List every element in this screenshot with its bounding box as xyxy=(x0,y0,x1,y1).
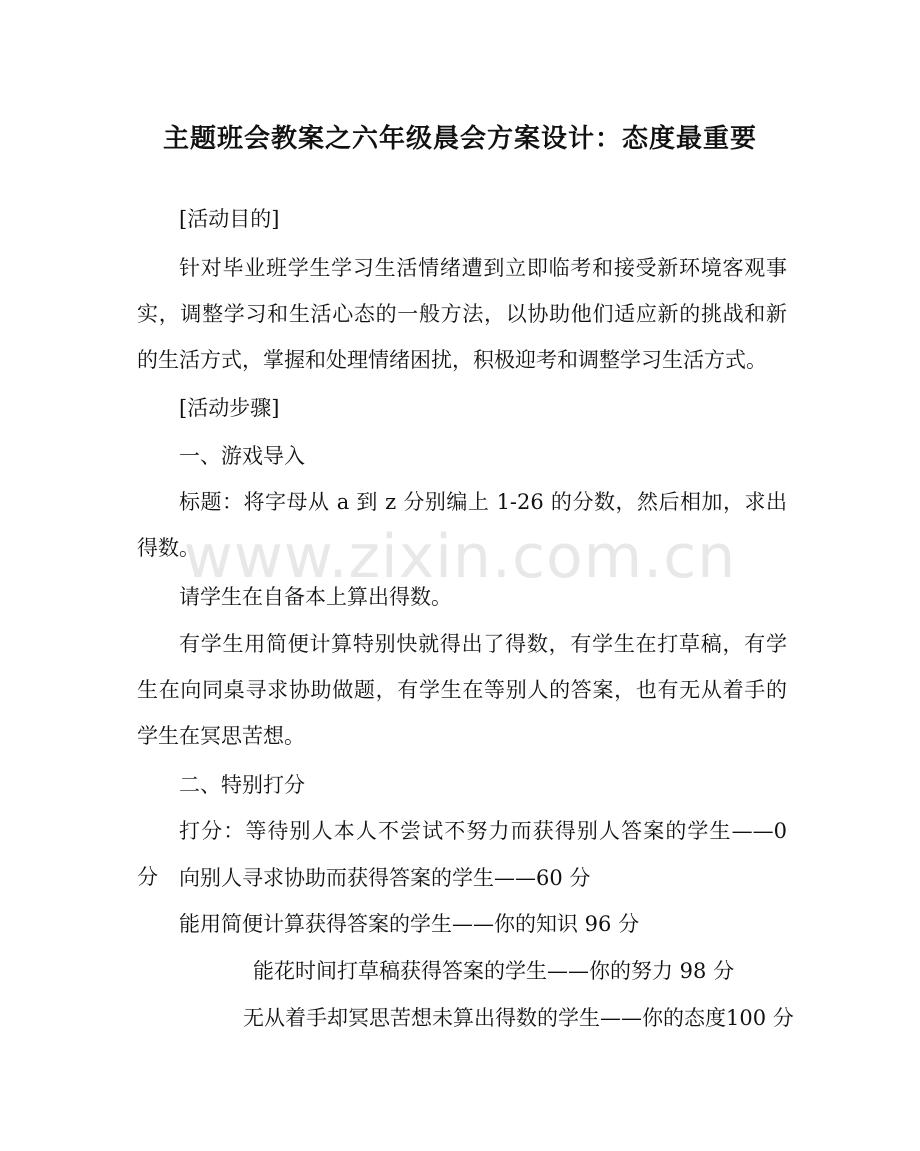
watermark: www.zixin.com.cn xyxy=(183,522,737,592)
step1-instruction: 请学生在自备本上算出得数。 xyxy=(179,585,452,609)
step1-heading: 一、游戏导入 xyxy=(179,444,305,468)
score-line-2: 向别人寻求协助而获得答案的学生——60 分 xyxy=(179,866,591,890)
goal-paragraph: 针对毕业班学生学习生活情绪遭到立即临考和接受新环境客观事实，调整学习和生活心态的一般方法，以协助他们适应新的挑战和新的生活方式，掌握和处理情绪困扰，积极迎考和调整学习生活方式。 xyxy=(137,256,787,372)
score-line-3: 能用简便计算获得答案的学生——你的知识 96 分 xyxy=(179,912,640,936)
document-title: 主题班会教案之六年级晨会方案设计：态度最重要 xyxy=(162,124,757,154)
goal-heading: [活动目的] xyxy=(179,207,280,231)
step1-paragraph: 标题：将字母从 a 到 z 分别编上 1-26 的分数，然后相加，求出得数。 xyxy=(137,490,787,560)
score-line-1: 打分：等待别人本人不尝试不努力而获得别人答案的学生——0 分 xyxy=(137,819,787,889)
step2-heading: 二、特别打分 xyxy=(179,773,305,797)
score-line-5: 无从着手却冥思苦想未算出得数的学生——你的态度100 分 xyxy=(243,1006,794,1030)
step1-observation: 有学生用简便计算特别快就得出了得数，有学生在打草稿，有学生在向同桌寻求协助做题，有学生在等别人的答案，也有无从着手的学生在冥思苦想。 xyxy=(137,632,787,748)
steps-heading: [活动步骤] xyxy=(179,396,280,420)
score-line-4: 能花时间打草稿获得答案的学生——你的努力 98 分 xyxy=(253,959,735,983)
